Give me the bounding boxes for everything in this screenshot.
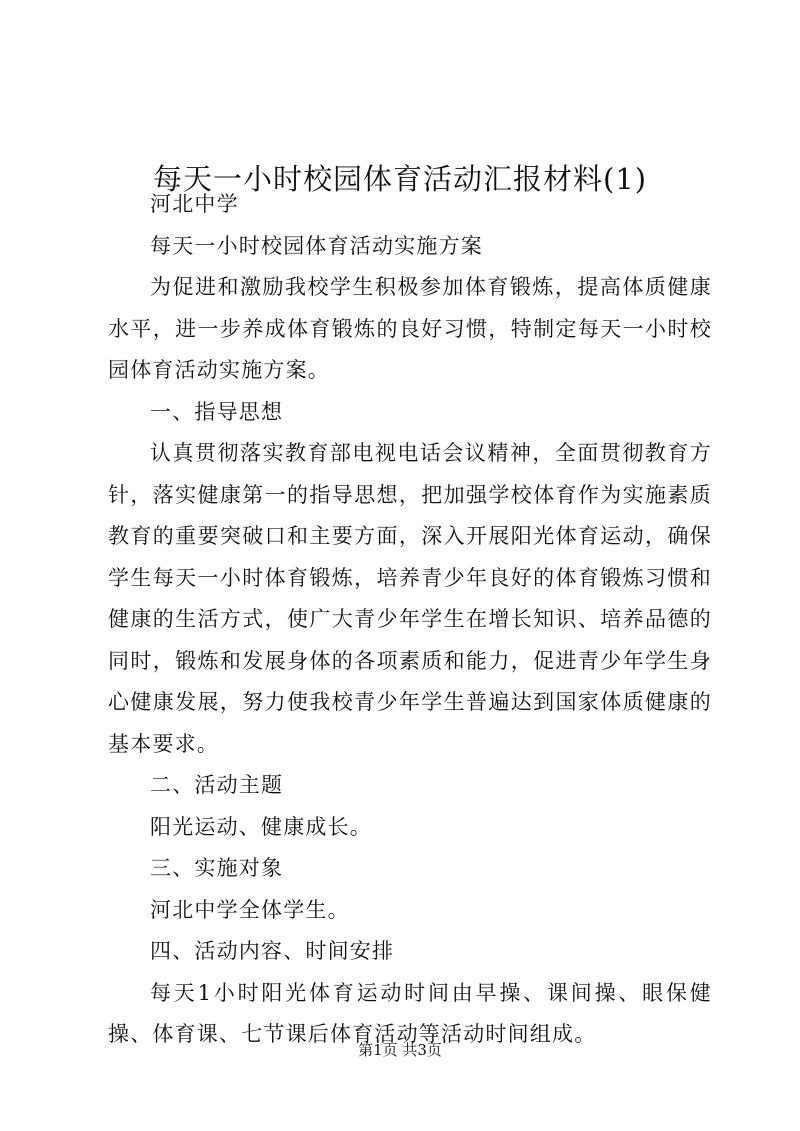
heading-target-group: 三、实施对象 [150, 856, 284, 880]
heading-activity-theme: 二、活动主题 [150, 773, 284, 797]
heading-guiding-ideology: 一、指导思想 [150, 399, 284, 424]
paragraph-target-group: 河北中学全体学生。 [150, 897, 350, 922]
paragraph-content-schedule: 每天1小时阳光体育运动时间由早操、课间操、眼保健操、体育课、七节课后体育活动等活动时间组成。 [108, 980, 712, 1046]
page-footer [0, 1040, 800, 1060]
paragraph-activity-theme: 阳光运动、健康成长。 [150, 814, 372, 839]
paragraph-intro: 为促进和激励我校学生积极参加体育锻炼，提高体质健康水平，进一步养成体育锻炼的良好习惯，特制定每天一小时校园体育活动实施方案。 [108, 275, 712, 382]
document-title: 每天一小时校园体育活动汇报材料(1) [152, 162, 648, 197]
paragraph-plan-title: 每天一小时校园体育活动实施方案 [150, 233, 483, 258]
page-number: 第1页 共3页 [358, 1041, 442, 1059]
document-body [108, 184, 712, 1056]
heading-content-schedule: 四、活动内容、时间安排 [150, 939, 395, 963]
paragraph-guiding-ideology: 认真贯彻落实教育部电视电话会议精神，全面贯彻教育方针，落实健康第一的指导思想，把加强学校体育作为实施素质教育的重要突破口和主要方面，深入开展阳光体育运动，确保学生每天一小时体育锻炼，培养青少年良好的体育锻炼习惯和健康的生活方式，使广大青少年学生在增长知识、培养品德的同时，锻炼和发展身体的各项素质和能力，促进青少年学生身心健康发展，努力使我校青少年学生普遍达到国家体质健康的基本要求。 [108, 441, 712, 756]
paragraph-school-name: 河北中学 [150, 192, 239, 216]
